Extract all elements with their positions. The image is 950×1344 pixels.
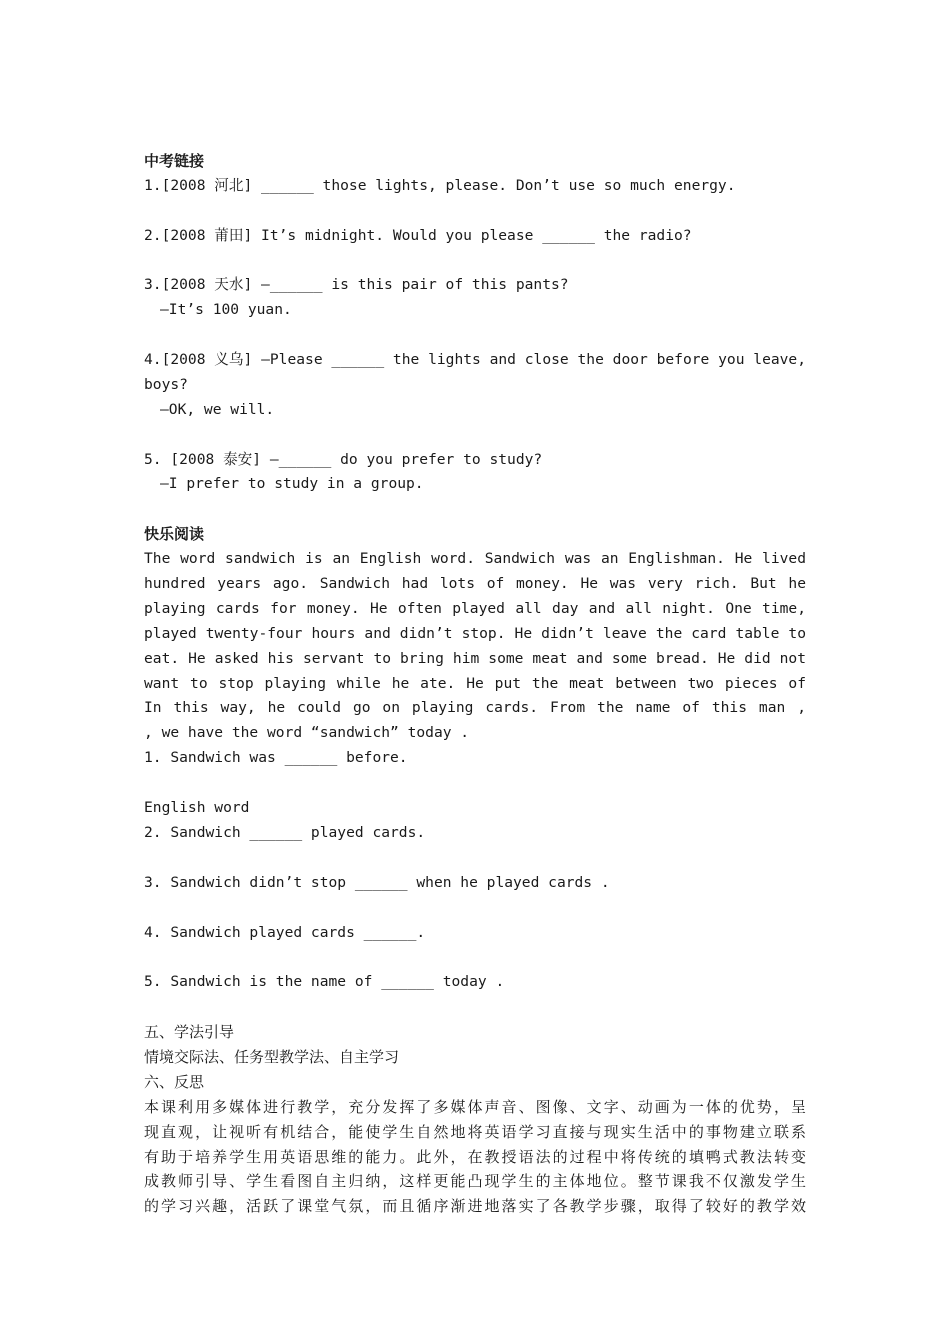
options-row (144, 896, 806, 921)
question-stem: 3. Sandwich didn’t stop ______ when he played cards . (144, 873, 610, 891)
option-cont: English word (144, 799, 250, 817)
question-stem: 5. Sandwich is the name of ______ today . (144, 973, 505, 991)
paragraph-line: 的学习兴趣，活跃了课堂气氛，而且循序渐进地落实了各教学步骤，取得了较好的教学效 (144, 1197, 806, 1216)
paragraph-line: 本课利用多媒体进行教学，充分发挥了多媒体声音、图像、文字、动画为一体的优势，呈 (144, 1097, 806, 1116)
question-stem: 5. [2008 泰安] —______ do you prefer to study? (144, 450, 543, 468)
question-stem: 2.[2008 莆田] It’s midnight. Would you please ______ the radio? (144, 226, 692, 244)
options-row (144, 846, 806, 871)
options-row (144, 323, 806, 348)
document-page (144, 124, 806, 1219)
options-row (144, 124, 806, 149)
paragraph-line: 有助于培养学生用英语思维的能力。此外，在教授语法的过程中将传统的填鸭式教法转变 (144, 1147, 806, 1166)
passage-line: In this way, he could go on playing cards. From the name of this man , (144, 699, 806, 717)
passage-line: want to stop playing while he ate. He put the meat between two pieces of (144, 674, 806, 692)
dialogue-reply: —I prefer to study in a group. (160, 475, 424, 493)
options-row (144, 199, 806, 224)
section-heading: 五、学法引导 (144, 1023, 235, 1042)
question-stem: 1. Sandwich was ______ before. (144, 749, 408, 767)
options-row (144, 497, 806, 522)
question-stem: 4.[2008 义乌] —Please ______ the lights and close the door before you leave, (144, 351, 806, 369)
dialogue-reply: —It’s 100 yuan. (160, 301, 292, 319)
question-stem-cont: boys? (144, 375, 188, 393)
passage-line: eat. He asked his servant to bring him some meat and some bread. He did not (144, 649, 806, 667)
options-row (144, 945, 806, 970)
passage-line: hundred years ago. Sandwich had lots of money. He was very rich. But he (144, 575, 806, 593)
passage-line: played twenty-four hours and didn’t stop. He didn’t leave the card table to (144, 624, 806, 642)
dialogue-reply: —OK, we will. (160, 400, 275, 418)
section-heading: 快乐阅读 (144, 525, 205, 544)
passage-line: , we have the word “sandwich” today . (144, 724, 470, 742)
question-stem: 2. Sandwich ______ played cards. (144, 823, 426, 841)
paragraph-line: 成教师引导、学生看图自主归纳，这样更能凸现学生的主体地位。整节课我不仅激发学生 (144, 1172, 806, 1191)
question-stem: 4. Sandwich played cards ______. (144, 923, 426, 941)
passage-line: playing cards for money. He often played all day and all night. One time, (144, 599, 806, 617)
paragraph-line: 情境交际法、任务型教学法、自主学习 (144, 1047, 400, 1066)
section-heading: 中考链接 (144, 151, 205, 170)
options-row (144, 423, 806, 448)
options-row (144, 995, 806, 1020)
paragraph-line: 现直观，让视听有机结合，能使学生自然地将英语学习直接与现实生活中的事物建立联系 (144, 1122, 806, 1141)
options-row (144, 771, 806, 796)
section-heading: 六、反思 (144, 1072, 205, 1091)
question-stem: 1.[2008 河北] ______ those lights, please. Don’t use so much energy. (144, 176, 736, 194)
options-row (144, 248, 806, 273)
question-stem: 3.[2008 天水] —______ is this pair of this pants? (144, 276, 569, 294)
passage-line: The word sandwich is an English word. Sandwich was an Englishman. He lived (144, 550, 806, 568)
